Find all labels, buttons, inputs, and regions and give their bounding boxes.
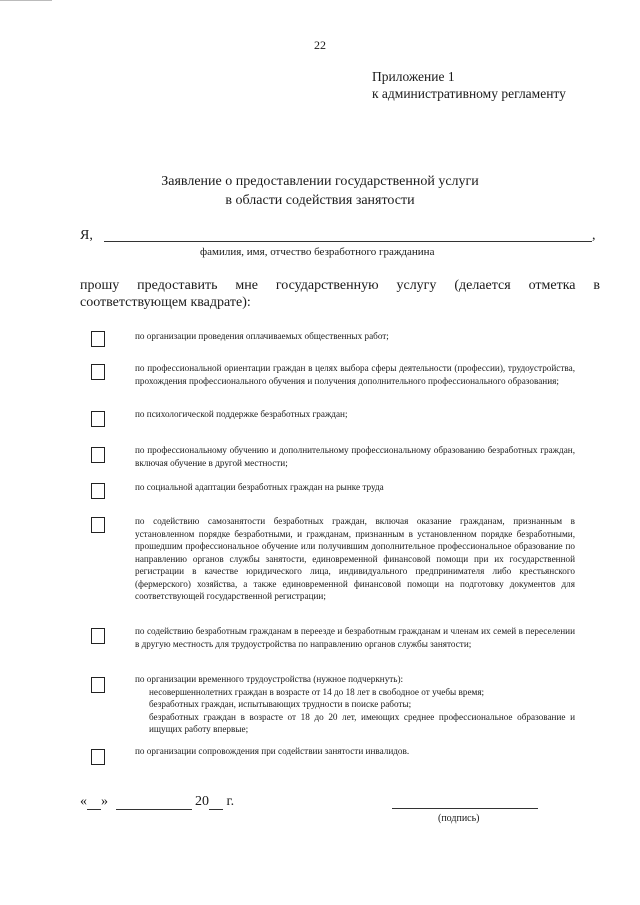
date-row: [80, 794, 234, 810]
date-year-prefix: 20: [195, 794, 209, 809]
appendix-line-2: к административному регламенту: [372, 86, 566, 101]
applicant-name-caption: фамилия, имя, отчество безработного гражданина: [200, 246, 435, 258]
option-public-works: по организации проведения оплачиваемых общественных работ;: [135, 331, 389, 341]
date-month-field[interactable]: [116, 809, 192, 810]
checkbox-vocational-training[interactable]: [91, 447, 105, 463]
date-close-quote: »: [101, 794, 108, 809]
date-suffix: г.: [226, 794, 235, 809]
checkbox-self-employment[interactable]: [91, 517, 105, 533]
sub-option-job-search-difficulty[interactable]: безработных граждан, испытывающих трудности в поиске работы;: [149, 699, 412, 709]
date-open-quote: «: [80, 794, 87, 809]
applicant-name-row: [80, 228, 600, 244]
checkbox-career-guidance[interactable]: [91, 364, 105, 380]
checkbox-temporary-employment[interactable]: [91, 677, 105, 693]
option-vocational-training: по профессиональному обучению и дополнительному профессиональному образованию безработных граждан, включая обучение в другой местности;: [135, 445, 575, 468]
appendix-line-1: Приложение 1: [372, 69, 455, 84]
scan-edge-mark: [0, 0, 52, 1]
signature-caption: (подпись): [438, 813, 480, 824]
applicant-name-field[interactable]: [104, 241, 592, 242]
page-number: 22: [314, 38, 326, 52]
date-day-field[interactable]: [87, 809, 101, 810]
option-disabled-support: по организации сопровождения при содействии занятости инвалидов.: [135, 746, 410, 756]
option-self-employment: по содействию самозанятости безработных граждан, включая оказание гражданам, признанным в установленном порядке безработными, и гражданам, признанным в установленном порядке безработными, прошедшим профессиональное обучение или получившим дополнительное профессиональное образование по направлению органов службы занятости, единовременной финансовой помощи при их государственной регистрации в качестве юридического лица, индивидуального предпринимателя либо крестьянского (фермерского) хозяйства, а также единовременной финансовой помощи на подготовку документов для соответствующей государственной регистрации;: [135, 516, 575, 601]
request-text: прошу предоставить мне государственную услугу (делается отметка в соответствующем квадрате):: [80, 278, 600, 310]
title-line-2: в области содействия занятости: [225, 193, 415, 208]
checkbox-public-works[interactable]: [91, 331, 105, 347]
option-relocation: по содействию безработным гражданам в переезде и безработным гражданам и членам их семей в переселении в другую местность для трудоустройства по направлению органов службы занятости;: [135, 626, 575, 649]
checkbox-psychological-support[interactable]: [91, 411, 105, 427]
checkbox-social-adaptation[interactable]: [91, 483, 105, 499]
option-psychological-support: по психологической поддержке безработных граждан;: [135, 409, 348, 419]
document-title: [0, 172, 640, 210]
appendix-heading: [372, 68, 566, 102]
checkbox-relocation[interactable]: [91, 628, 105, 644]
date-year-field[interactable]: [209, 809, 223, 810]
applicant-suffix: ,: [592, 228, 596, 243]
checkbox-disabled-support[interactable]: [91, 749, 105, 765]
applicant-prefix: Я,: [80, 228, 93, 243]
signature-field[interactable]: [392, 808, 538, 809]
option-career-guidance: по профессиональной ориентации граждан в целях выбора сферы деятельности (профессии), трудоустройства, прохождения профессионального обучения и получения дополнительного профессионального образования;: [135, 363, 575, 386]
option-temporary-employment-label: по организации временного трудоустройства (нужное подчеркнуть):: [135, 674, 404, 684]
sub-option-minors[interactable]: несовершеннолетних граждан в возрасте от 14 до 18 лет в свободное от учебы время;: [149, 686, 485, 697]
option-temporary-employment: [135, 673, 575, 736]
title-line-1: Заявление о предоставлении государственной услуги: [161, 174, 479, 189]
option-social-adaptation: по социальной адаптации безработных граждан на рынке труда: [135, 482, 384, 492]
sub-option-graduates[interactable]: безработных граждан в возрасте от 18 до 20 лет, имеющих среднее профессиональное образование и ищущих работу впервые;: [149, 711, 575, 734]
